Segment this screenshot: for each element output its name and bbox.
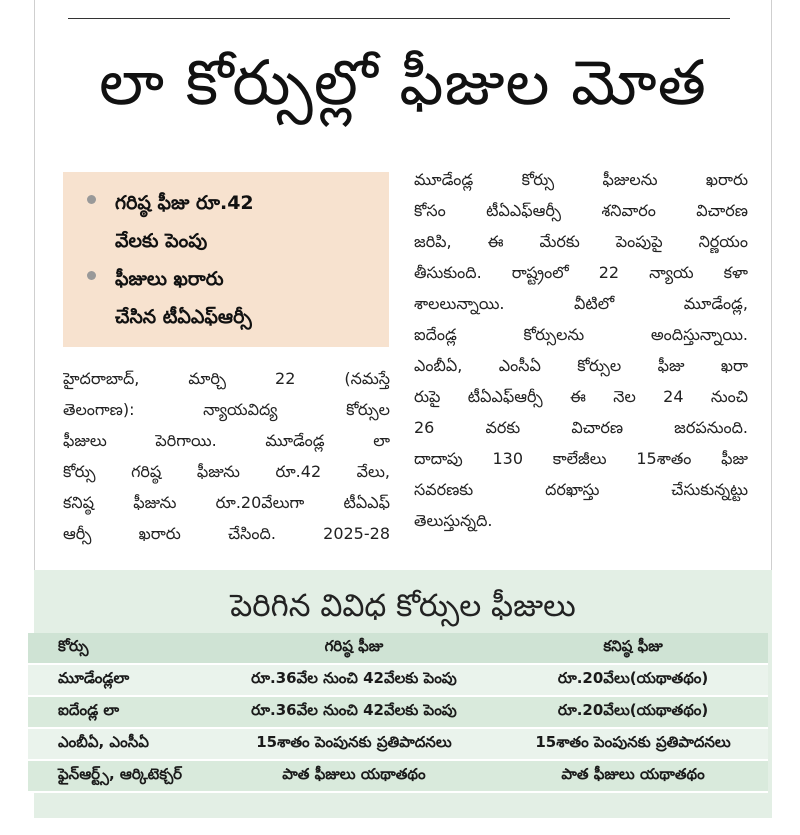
bullet-icon bbox=[87, 271, 96, 280]
table-row bbox=[28, 664, 768, 696]
body-line: జరిపి, ఈ మేరకు పెంపుపై నిర్ణయం bbox=[414, 232, 748, 251]
table-cell: ఐదేండ్ల లా bbox=[28, 696, 210, 728]
table-cell: రూ.20వేలు(యథాతథం) bbox=[498, 664, 768, 696]
table-cell: రూ.36వేల నుంచి 42వేలకు పెంపు bbox=[210, 664, 498, 696]
highlight-line: గరిష్ఠ ఫీజు రూ.42 bbox=[115, 192, 254, 214]
table-cell: ఎంబీఏ, ఎంసీఏ bbox=[28, 728, 210, 760]
bullet-icon bbox=[87, 195, 96, 204]
highlight-item bbox=[63, 260, 389, 336]
table-cell: రూ.20వేలు(యథాతథం) bbox=[498, 696, 768, 728]
body-line: మూడేండ్ల కోర్సు ఫీజులను ఖరారు bbox=[414, 170, 748, 189]
table-cell: 15శాతం పెంపునకు ప్రతిపాదనలు bbox=[498, 728, 768, 760]
body-line: ఆర్సీ ఖరారు చేసింది. 2025-28 bbox=[63, 524, 390, 543]
body-line: సవరణకు దరఖాస్తు చేసుకున్నట్టు bbox=[414, 480, 748, 499]
highlight-line: వేలకు పెంపు bbox=[115, 230, 208, 252]
highlights-box bbox=[63, 172, 389, 347]
body-line: కోర్సు గరిష్ఠ ఫీజును రూ.42 వేలు, bbox=[63, 462, 390, 481]
fees-table bbox=[28, 633, 768, 793]
body-line: కనిష్ఠ ఫీజును రూ.20వేలుగా టీఏఎఫ్ bbox=[63, 493, 390, 512]
highlight-item bbox=[63, 184, 389, 260]
body-line: శాలలున్నాయి. వీటిలో మూడేండ్ల, bbox=[414, 294, 748, 313]
top-divider bbox=[68, 18, 730, 19]
body-line: కోసం టీఏఎఫ్‌ఆర్సీ శనివారం విచారణ bbox=[414, 201, 748, 220]
table-header-row bbox=[28, 633, 768, 664]
body-line: తీసుకుంది. రాష్ట్రంలో 22 న్యాయ కళా bbox=[414, 263, 748, 282]
headline: లా కోర్సుల్లో ఫీజుల మోత bbox=[99, 46, 707, 119]
column-header: కనిష్ఠ ఫీజు bbox=[498, 633, 768, 664]
table-title: పెరిగిన వివిధ కోర్సుల ఫీజులు bbox=[230, 588, 576, 624]
table-cell: ఫైన్‌ఆర్ట్స్, ఆర్కిటెక్చర్ bbox=[28, 760, 210, 792]
body-line: తెలంగాణ): న్యాయవిద్య కోర్సుల bbox=[63, 400, 390, 419]
body-line: హైదరాబాద్, మార్చి 22 (నమస్తే bbox=[63, 369, 390, 388]
body-line: ఫీజులు పెరిగాయి. మూడేండ్ల లా bbox=[63, 431, 390, 450]
table-row bbox=[28, 728, 768, 760]
body-line: ఐదేండ్ల కోర్సులను అందిస్తున్నాయి. bbox=[414, 325, 748, 344]
body-line: ఎంబీఏ, ఎంసీఏ కోర్సుల ఫీజు ఖరా bbox=[414, 356, 748, 375]
table-cell: 15శాతం పెంపునకు ప్రతిపాదనలు bbox=[210, 728, 498, 760]
column-header: గరిష్ఠ ఫీజు bbox=[210, 633, 498, 664]
table-cell: పాత ఫీజులు యథాతథం bbox=[498, 760, 768, 792]
article-body-left bbox=[63, 363, 390, 549]
body-line: 26 వరకు విచారణ జరపనుంది. bbox=[414, 418, 748, 437]
table-row bbox=[28, 696, 768, 728]
table-row bbox=[28, 760, 768, 792]
highlight-line: చేసిన టీఏఎఫ్‌ఆర్సీ bbox=[115, 306, 252, 328]
article-body-right bbox=[414, 164, 748, 536]
body-line: దాదాపు 130 కాలేజీలు 15శాతం ఫీజు bbox=[414, 449, 748, 468]
table-cell: రూ.36వేల నుంచి 42వేలకు పెంపు bbox=[210, 696, 498, 728]
body-line: రుపై టీఏఎఫ్‌ఆర్సీ ఈ నెల 24 నుంచి bbox=[414, 387, 748, 406]
table-cell: మూడేండ్లలా bbox=[28, 664, 210, 696]
column-header: కోర్సు bbox=[28, 633, 210, 664]
table-cell: పాత ఫీజులు యథాతథం bbox=[210, 760, 498, 792]
highlight-line: ఫీజులు ఖరారు bbox=[115, 268, 224, 290]
body-line: తెలుస్తున్నది. bbox=[414, 511, 493, 530]
